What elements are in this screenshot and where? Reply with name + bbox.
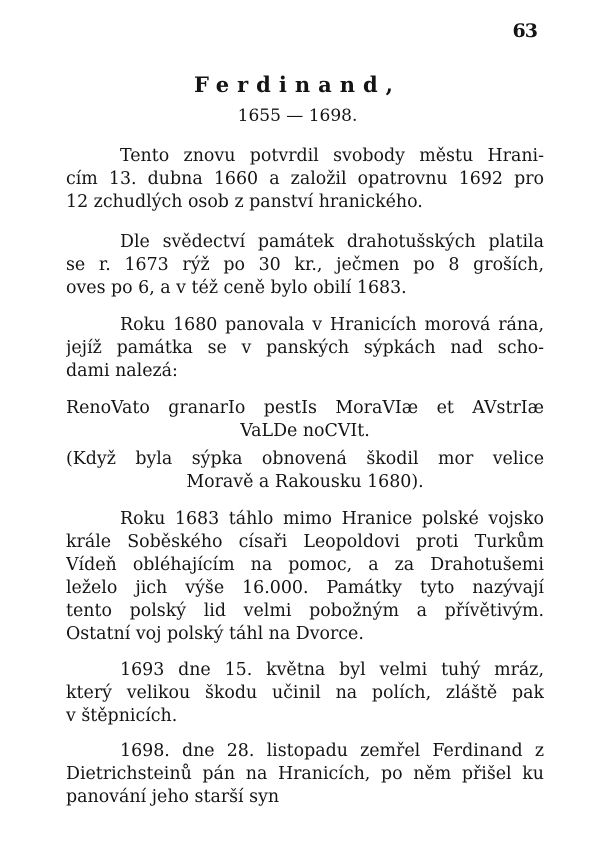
inscription — [66, 397, 544, 443]
text-line: v štěpnicích. — [66, 706, 178, 726]
text-line: Tento znovu potvrdil svobody městu Hrani- — [120, 146, 544, 166]
paragraph-1698 — [66, 740, 544, 809]
text-line: 12 zchudlých osob z panství hranického. — [66, 192, 423, 212]
text-line: Roku 1683 táhlo mimo Hranice polské vojsko — [120, 509, 544, 529]
inscription-translation — [66, 448, 544, 494]
page-number: 63 — [512, 20, 537, 42]
text-line: dami nalezá: — [66, 361, 178, 381]
text-line: 1693 dne 15. května byl velmi tuhý mráz, — [120, 660, 544, 680]
translation-line: Moravě a Rakousku 1680). — [186, 472, 424, 492]
text-line: oves po 6, a v též ceně bylo obilí 1683. — [66, 278, 407, 298]
paragraph-1683 — [66, 508, 544, 646]
text-line: tento polský lid velmi pobožným a přívětivým. — [66, 601, 544, 621]
translation-line: (Když byla sýpka obnovená škodil mor velice — [66, 449, 544, 469]
chapter-title: Ferdinand, — [194, 72, 401, 97]
text-line: 1698. dne 28. listopadu zemřel Ferdinand z — [120, 741, 544, 761]
text-line: jejíž památka se v panských sýpkách nad scho- — [66, 338, 544, 358]
paragraph-1 — [66, 145, 544, 214]
inscription-line: RenoVato granarIo pestIs MoraVIæ et AVstrIæ — [66, 398, 544, 418]
paragraph-2 — [66, 231, 544, 300]
text-line: který velikou škodu učinil na polích, zláště pak — [66, 683, 544, 703]
text-line: Dietrichsteinů pán na Hranicích, po něm přišel ku — [66, 764, 544, 784]
paragraph-3 — [66, 314, 544, 383]
text-line: Dle svědectví památek drahotušských platila — [120, 232, 544, 252]
text-line: panování jeho starší syn — [66, 787, 280, 807]
text-line: se r. 1673 rýž po 30 kr., ječmen po 8 groších, — [66, 255, 544, 275]
text-line: Ostatní voj polský táhl na Dvorce. — [66, 624, 364, 644]
text-line: Roku 1680 panovala v Hranicích morová rána, — [120, 315, 544, 335]
paragraph-1693 — [66, 659, 544, 728]
chapter-dates: 1655 — 1698. — [237, 106, 358, 126]
text-line: krále Soběského císaři Leopoldovi proti Turkům — [66, 532, 544, 552]
inscription-line: VaLDe noCVIt. — [240, 421, 370, 441]
text-line: cím 13. dubna 1660 a založil opatrovnu 1692 pro — [66, 169, 544, 189]
text-line: leželo jich výše 16.000. Památky tyto nazývají — [66, 578, 544, 598]
text-line: Vídeň obléhajícím na pomoc, a za Drahotušemi — [66, 555, 544, 575]
